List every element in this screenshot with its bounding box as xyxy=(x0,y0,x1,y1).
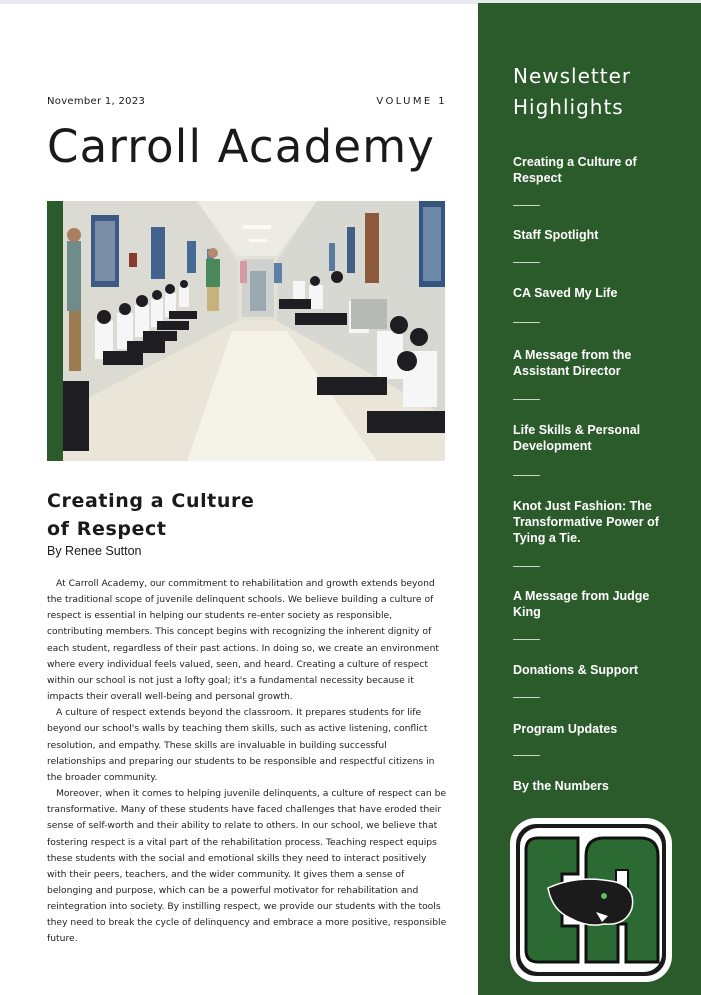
article-title-line2: of Respect xyxy=(47,518,167,540)
sidebar-title-line2: Highlights xyxy=(513,95,624,119)
highlight-link-culture-of-respect[interactable]: Creating a Culture of Respect xyxy=(513,155,637,185)
divider xyxy=(513,755,540,756)
divider xyxy=(513,322,540,323)
article-title xyxy=(47,487,277,543)
highlight-link-by-the-numbers[interactable]: By the Numbers xyxy=(513,779,609,793)
article-paragraph: Moreover, when it comes to helping juvenile delinquents, a culture of respect can be transformative. Many of these students have faced challenges that have eroded their sense of self-worth and their ability to relate to others. In our school, we believe that fostering respect is a vital part of the rehabilitation process. Teaching respect equips these students with the social and emotional skills they need to interact positively with their peers, teachers, and the wider community. It gives them a sense of belonging and purpose, which can be a powerful motivator for rehabilitation and reintegration into society. By instilling respect, we provide our students with the tools they need to break the cycle of delinquency and embrace a more positive, responsible future. xyxy=(47,788,447,945)
highlight-link-assistant-director[interactable]: A Message from the Assistant Director xyxy=(513,348,632,378)
highlight-link-life-skills[interactable]: Life Skills & Personal Development xyxy=(513,423,641,453)
issue-date: November 1, 2023 xyxy=(47,96,146,107)
article-title-line1: Creating a Culture xyxy=(47,490,255,512)
divider xyxy=(513,399,540,400)
carroll-academy-logo xyxy=(508,816,674,984)
highlight-link-donations-support[interactable]: Donations & Support xyxy=(513,663,638,677)
highlight-link-program-updates[interactable]: Program Updates xyxy=(513,722,618,736)
divider xyxy=(513,262,540,263)
article-paragraph: A culture of respect extends beyond the classroom. It prepares students for life beyond our school's walls by teaching them skills, such as active listening, conflict resolution, and empathy. These skills are invaluable in building successful relationships and preparing our students to be responsible and respectful citizens in the broader community. xyxy=(47,707,435,783)
divider xyxy=(513,566,540,567)
highlight-link-judge-king[interactable]: A Message from Judge King xyxy=(513,589,650,619)
newsletter-title: Carroll Academy xyxy=(47,120,436,173)
article-byline: By Renee Sutton xyxy=(47,544,142,558)
sidebar-title-line1: Newsletter xyxy=(513,64,632,88)
highlight-link-staff-spotlight[interactable]: Staff Spotlight xyxy=(513,228,599,242)
volume-label: VOLUME 1 xyxy=(376,96,447,107)
divider xyxy=(513,205,540,206)
divider xyxy=(513,475,540,476)
sidebar-title xyxy=(513,61,631,123)
hallway-photo xyxy=(47,201,445,461)
article-body xyxy=(47,576,447,948)
highlight-link-knot-just-fashion[interactable]: Knot Just Fashion: The Transformative Power of Tying a Tie. xyxy=(513,499,659,545)
divider xyxy=(513,639,540,640)
divider xyxy=(513,697,540,698)
highlights-sidebar xyxy=(478,3,701,995)
article-paragraph: At Carroll Academy, our commitment to rehabilitation and growth extends beyond the traditional scope of juvenile delinquent schools. We believe building a culture of respect is essential in helping our students re-enter society as responsible, contributing members. This concept begins with recognizing the inherent dignity of each student, regardless of their past actions. In doing so, we create an environment where every individual feels valued, seen, and heard. Creating a culture of respect within our school is not just a lofty goal; it's a fundamental necessity because it impacts their overall well-being and personal growth. xyxy=(47,578,439,703)
highlight-link-ca-saved-my-life[interactable]: CA Saved My Life xyxy=(513,286,618,300)
